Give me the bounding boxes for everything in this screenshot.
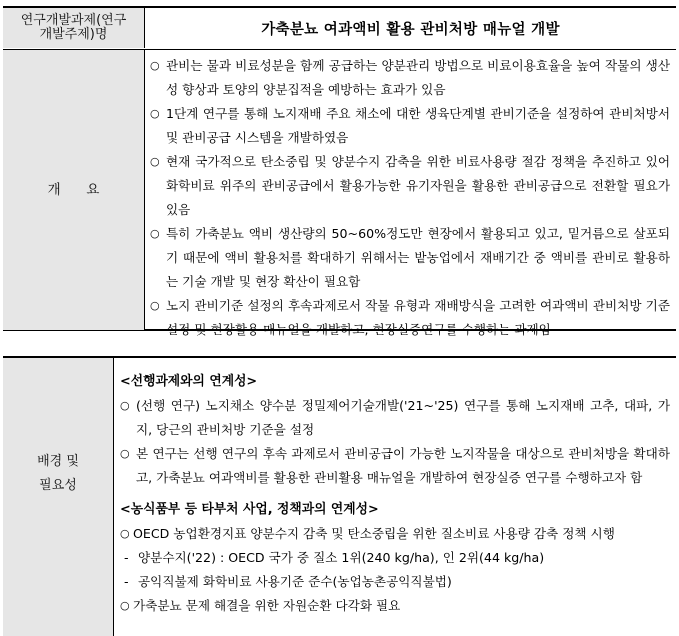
overview-item — [150, 150, 670, 222]
project-title-label-text: 연구개발과제(연구개발주제)명 — [20, 13, 127, 42]
project-title: 가축분뇨 여과액비 활용 관비처방 매뉴얼 개발 — [261, 22, 560, 38]
background-necessity-table — [3, 356, 676, 636]
overview-item — [150, 294, 670, 342]
overview-item — [150, 102, 670, 150]
background-label-line2: 필요성 — [39, 478, 77, 493]
overview-item-text: 특히 가축분뇨 액비 생산량의 50~60%정도만 현장에서 활용되고 있고, 밑거름으로 살포되기 때문에 액비 활용처를 확대하기 위해서는 밭농업에서 재배기간 중 액비를 관비로 활용하는 기술 개발 및 현장 확산이 필요함 — [166, 226, 670, 289]
overview-item-text: 현재 국가적으로 탄소중립 및 양분수지 감축을 위한 비료사용량 절감 정책을 추진하고 있어 화학비료 위주의 관비공급에서 활용가능한 유기자원을 활용한 관비공급으로 전환할 필요가 있음 — [166, 154, 670, 217]
overview-label — [3, 50, 145, 330]
circle-bullet-icon: ○ — [150, 155, 160, 168]
circle-bullet-icon: ○ — [150, 59, 160, 72]
policy-sub-item-text: 양분수지('22) : OECD 국가 중 질소 1위(240 kg/ha), 인 2위(44 kg/ha) — [138, 550, 545, 565]
background-content — [114, 358, 676, 636]
policy-linkage-heading: <농식품부 등 타부처 사업, 정책과의 연계성> — [120, 502, 379, 517]
background-row — [3, 358, 676, 636]
policy-item — [120, 594, 670, 618]
overview-item-text: 노지 관비기준 설정의 후속과제로서 작물 유형과 재배방식을 고려한 여과액비 관비처방 기준 설정 및 현장활용 매뉴얼을 개발하고, 현장실증연구를 수행하는 과제임 — [166, 298, 670, 337]
policy-sub-item — [120, 570, 670, 594]
title-row — [3, 8, 676, 50]
background-label — [3, 358, 114, 636]
circle-bullet-icon: ○ — [150, 107, 160, 120]
overview-row — [3, 50, 676, 337]
spacer — [120, 490, 670, 498]
policy-item — [120, 522, 670, 546]
dash-bullet-icon: - — [124, 574, 129, 589]
circle-bullet-icon: ○ — [120, 399, 130, 412]
overview-content — [145, 50, 676, 337]
prior-project-item-text: 본 연구는 선행 연구의 후속 과제로서 관비공급이 가능한 노지작물을 대상으로 관비처방을 확대하고, 가축분뇨 여과액비를 활용한 관비활용 매뉴얼을 개발하여 현장실증 연구를 수행하고자 함 — [136, 446, 670, 485]
policy-item-text: OECD 농업환경지표 양분수지 감축 및 탄소중립을 위한 질소비료 사용량 감축 정책 시행 — [133, 526, 615, 541]
policy-item-text: 가축분뇨 문제 해결을 위한 자원순환 다각화 필요 — [133, 598, 401, 613]
prior-project-item-text: (선행 연구) 노지채소 양수분 정밀제어기술개발('21~'25) 연구를 통해 노지재배 고추, 대파, 가지, 당근의 관비처방 기준을 설정 — [136, 398, 670, 437]
circle-bullet-icon: ○ — [120, 599, 130, 612]
circle-bullet-icon: ○ — [120, 527, 130, 540]
circle-bullet-icon: ○ — [120, 447, 130, 460]
prior-project-item — [120, 442, 670, 490]
background-label-line1: 배경 및 — [37, 454, 79, 469]
overview-item — [150, 54, 670, 102]
policy-sub-item-text: 공익직불제 화학비료 사용기준 준수(농업농촌공익직불법) — [138, 574, 452, 589]
project-title-label — [3, 8, 145, 48]
project-summary-table — [3, 6, 676, 337]
overview-item — [150, 222, 670, 294]
dash-bullet-icon: - — [124, 550, 129, 565]
prior-project-item — [120, 394, 670, 442]
policy-sub-item — [120, 546, 670, 570]
overview-item-text: 관비는 물과 비료성분을 함께 공급하는 양분관리 방법으로 비료이용효율을 높여 작물의 생산성 향상과 토양의 양분집적을 예방하는 효과가 있음 — [166, 58, 670, 97]
circle-bullet-icon: ○ — [150, 227, 160, 240]
circle-bullet-icon: ○ — [150, 299, 160, 312]
overview-item-text: 1단계 연구를 통해 노지재배 주요 채소에 대한 생육단계별 관비기준을 설정하여 관비처방서 및 관비공급 시스템을 개발하였음 — [166, 106, 670, 145]
overview-label-text: 개 요 — [47, 182, 100, 198]
prior-project-heading: <선행과제와의 연계성> — [120, 374, 258, 389]
